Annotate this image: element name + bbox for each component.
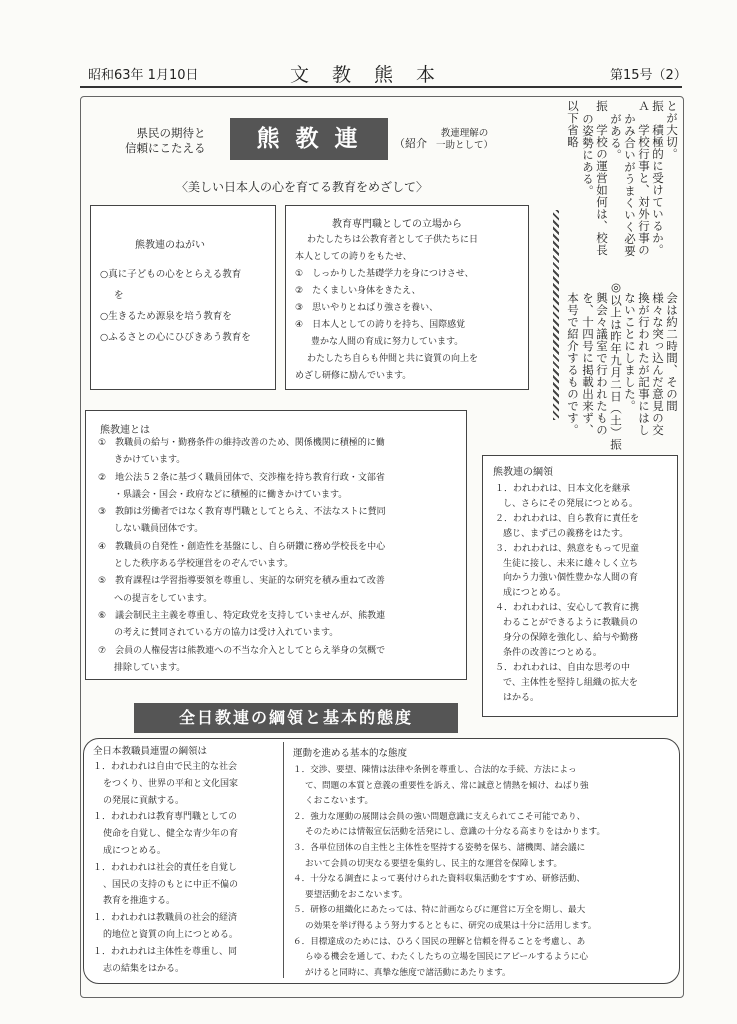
zen-right-line: の効果を挙げ得るよう努力するとともに、研究の成果は十分に活用します。 bbox=[305, 920, 597, 931]
zigzag-divider bbox=[553, 210, 559, 420]
vertical-col: ないことにしました。 bbox=[623, 292, 637, 412]
about-line: 排除しています。 bbox=[114, 662, 186, 673]
negai-line: ○真に子どもの心をとらえる教育 bbox=[100, 269, 242, 280]
koryo-line: で、主体性を堅持し組織の拡大を bbox=[503, 677, 638, 688]
koryo-line: わることができるように教職員の bbox=[503, 618, 639, 629]
senmon-line: わたしたち自らも仲間と共に資質の向上を bbox=[307, 354, 479, 364]
zen-left-line: １．われわれは主体性を尊重し、同 bbox=[93, 946, 238, 957]
negai-box bbox=[90, 205, 276, 390]
vertical-col: 以下省略 bbox=[566, 100, 580, 148]
about-line: ④ 教職員の自発性・創造性を基盤にし、自ら研鑽に務め学校長を中心 bbox=[98, 541, 386, 552]
senmon-line: ③ 思いやりとねばり強さを養い、 bbox=[295, 303, 439, 313]
senmon-body bbox=[295, 232, 478, 385]
negai-line: ○ふるさとの心にひびきあう教育を bbox=[100, 332, 251, 343]
about-line: ② 地公法５２条に基づく職員団体で、交渉権を持ち教育行政・文部省 bbox=[98, 472, 385, 483]
about-line: ・県議会・国会・政府などに積極的に働きかけています。 bbox=[114, 489, 348, 500]
negai-title: 熊教連のねがい bbox=[135, 240, 205, 251]
about-line: への提言をしています。 bbox=[114, 593, 213, 604]
zen-left-title: 全日本教職員連盟の綱領は bbox=[93, 746, 208, 757]
issue-number: 第15号（2） bbox=[610, 68, 687, 83]
about-line: とした秩序ある学校運営をのぞんでいます。 bbox=[114, 559, 294, 570]
koryo-line: ２．われわれは、自ら教育に責任を bbox=[495, 513, 640, 524]
senmon-line: わたしたちは公教育者として子供たちに日 bbox=[307, 235, 479, 245]
about-line: ⑤ 教育課程は学習指導要領を尊重し、実証的な研究を積み重ねて改善 bbox=[98, 576, 385, 587]
vertical-col: を、十四号に掲載出来ず、 bbox=[581, 292, 595, 436]
zen-right-line: て、問題の本質と意義の重要性を訴え、常に誠意と情熱を傾け、ねばり強 bbox=[305, 780, 589, 791]
zen-left-line: 使命を自覚し、健全な青少年の育 bbox=[103, 829, 239, 840]
about-line: ⑦ 会員の人権侵害は熊教連への不当な介入としてとらえ挙身の気概で bbox=[98, 645, 386, 656]
koryo-line: 成につとめる。 bbox=[503, 588, 566, 599]
vertical-col: 振 積極的に受けているか。 bbox=[651, 100, 665, 256]
intro-note-line-2: 一助として） bbox=[436, 140, 494, 151]
zen-divider bbox=[283, 742, 284, 978]
about-line: の考えに賛同されている方の協力は受け入れています。 bbox=[114, 628, 339, 639]
zen-left-line: をつくり、世界の平和と文化国家 bbox=[103, 778, 239, 789]
kumakyoren-about-box bbox=[85, 410, 467, 680]
date-label: 昭和63年 1月10日 bbox=[88, 68, 199, 83]
senmon-line: めざし研修に励んでいます。 bbox=[295, 371, 412, 381]
vertical-col: がある。 bbox=[609, 113, 623, 161]
vertical-col: 興会々議室で行われたもの bbox=[595, 292, 609, 436]
intro-note bbox=[436, 128, 493, 152]
senmon-line: ② たくましい身体をきたえ、 bbox=[295, 286, 421, 296]
vertical-col: 様々な突っ込んだ意見の交 bbox=[651, 292, 665, 436]
zen-right-line: がけると同時に、真摯な態度で諸活動にあたります。 bbox=[305, 967, 511, 978]
negai-line: ○生きるため源泉を培う教育を bbox=[100, 311, 232, 322]
koryo-line: 感じ、まず己の義務をはたす。 bbox=[503, 528, 629, 539]
senmon-line: 本人としての誇りをもたせ、 bbox=[295, 252, 412, 262]
zen-right-line: らゆる機会を通して、わたくしたちの立場を国民にアピールするように心 bbox=[305, 952, 588, 963]
koryo-line: し、さらにその発展につとめる。 bbox=[503, 498, 638, 509]
zen-left-line: １．われわれは社会的責任を自覚し bbox=[93, 862, 238, 873]
zen-left-line: 、国民の支持のもとに中正不偏の bbox=[103, 879, 239, 890]
zen-left-line: 志の結集をはかる。 bbox=[103, 963, 185, 974]
about-line: ③ 教師は労働者ではなく教育専門職としてとらえ、不法なストに賛同 bbox=[98, 507, 386, 518]
about-line: しない職員団体です。 bbox=[114, 524, 204, 535]
zen-left-line: １．われわれは教育専門職としての bbox=[93, 812, 238, 823]
negai-line: を bbox=[114, 290, 124, 301]
slogan-line-1: 県民の期待と bbox=[136, 126, 206, 140]
koryo-line: はかる。 bbox=[503, 692, 540, 703]
motto: 〈美しい日本人の心を育てる教育をめざして〉 bbox=[176, 180, 429, 194]
slogan-line-2: 信頼にこたえる bbox=[125, 141, 206, 155]
koryo-line: １．われわれは、日本文化を継承 bbox=[495, 484, 631, 494]
header-rule bbox=[80, 86, 682, 88]
vertical-col: の姿勢にある。 bbox=[581, 113, 595, 197]
vertical-col: とが大切。 bbox=[665, 100, 679, 160]
zen-right-line: ６．目標達成のためには、ひろく国民の理解と信頼を得ることを考慮し、あ bbox=[293, 936, 586, 947]
about-line: きかけています。 bbox=[114, 455, 186, 466]
vertical-col: 振 学校の運営如何は、校長 bbox=[595, 100, 609, 256]
zen-left-line: 教育を推進する。 bbox=[103, 896, 176, 907]
about-list bbox=[98, 435, 386, 677]
zen-left-line: １．われわれは教職員の社会的経済 bbox=[93, 913, 238, 924]
about-line: ① 教職員の給与・勤務条件の維持改善のため、関係機関に積極的に働 bbox=[98, 438, 385, 448]
zen-right-line: １．交渉、要望、陳情は法律や条例を尊重し、合法的な手続、方法によっ bbox=[293, 765, 577, 775]
zen-right-line: 要望活動をおこないます。 bbox=[305, 889, 408, 900]
zennikkyoren-banner: 全日教連の綱領と基本的態度 bbox=[134, 703, 458, 733]
newspaper-title: 文 教 熊 本 bbox=[290, 64, 438, 86]
koryo-line: 条件の改善につとめる。 bbox=[503, 647, 602, 658]
koryo-line: 向かう力強い個性豊かな人間の育 bbox=[503, 573, 639, 584]
koryo-box bbox=[482, 455, 678, 717]
zen-right-line: ５．研修の組織化にあたっては、特に計画ならびに運営に万全を期し、最大 bbox=[293, 905, 586, 916]
koryo-line: 生徒に接し、未来に雄々しく立ち bbox=[503, 558, 639, 569]
zen-right-list bbox=[293, 763, 605, 981]
zen-right-line: ３．各単位団体の自主性と主体性を堅持する姿勢を保ち、諸機関、諸会議に bbox=[293, 842, 586, 853]
zen-right bbox=[293, 745, 605, 981]
zen-left bbox=[93, 743, 238, 977]
senmon-box bbox=[285, 205, 529, 390]
negai-list bbox=[100, 264, 251, 348]
senmon-line: ① しっかりした基礎学力を身につけさせ、 bbox=[295, 269, 474, 279]
about-line: ⑥ 議会制民主主義を尊重し、特定政党を支持していませんが、熊教連 bbox=[98, 610, 386, 621]
vertical-col: 換が行われたが記事にはし bbox=[637, 292, 651, 436]
zen-left-line: 成につとめる。 bbox=[103, 845, 166, 856]
vertical-col: ◎以上は昨年九月二日（土）振 bbox=[609, 280, 623, 451]
slogan bbox=[125, 126, 206, 156]
about-title: 熊教連とは bbox=[100, 425, 150, 436]
intro-note-line-1: 教連理解の bbox=[440, 128, 489, 139]
zen-left-list bbox=[93, 759, 238, 977]
koryo-list bbox=[495, 482, 639, 706]
zen-right-line: くおこないます。 bbox=[305, 796, 374, 807]
vertical-col: 本号で紹介するものです。 bbox=[566, 292, 580, 436]
vertical-col: Ａ 学校行事と、対外行事の bbox=[637, 100, 651, 256]
senmon-line: ④ 日本人としての誇りを持ち、国際感覚 bbox=[295, 320, 466, 330]
vertical-col: 会は約二時間、その間 bbox=[665, 292, 679, 412]
zen-right-line: ２．強力な運動の展開は会員の強い問題意識に支えられてこそ可能であり、 bbox=[293, 811, 586, 822]
zen-right-line: おいて会員の切実なる要望を集約し、民主的な運営を保障します。 bbox=[305, 858, 563, 869]
koryo-line: 身分の保障を強化し、給与や勤務 bbox=[503, 633, 639, 644]
zen-right-line: ４．十分なる調査によって裏付けられた資料収集活動をすすめ、研修活動、 bbox=[293, 874, 585, 885]
zen-left-line: １．われわれは自由で民主的な社会 bbox=[93, 762, 238, 772]
koryo-line: ５．われわれは、自由な思考の中 bbox=[495, 662, 631, 673]
koryo-title: 熊教連の綱領 bbox=[493, 467, 553, 478]
zen-right-line: そのためには情報宣伝活動を活発にし、意識の十分なる高まりをはかります。 bbox=[305, 827, 606, 838]
zen-right-title: 運動を進める基本的な態度 bbox=[293, 748, 408, 759]
intro-paren: （紹介 bbox=[394, 137, 427, 150]
zen-left-line: の発展に貢献する。 bbox=[103, 795, 185, 806]
senmon-title: 教育専門職としての立場から bbox=[332, 219, 462, 230]
zen-left-line: 的地位と資質の向上につとめる。 bbox=[103, 929, 238, 940]
koryo-line: ３．われわれは、熱意をもって児童 bbox=[495, 543, 640, 554]
kumakyoren-banner: 熊 教 連 bbox=[230, 118, 388, 160]
senmon-line: 豊かな人間の育成に努力しています。 bbox=[311, 337, 464, 347]
vertical-col: かみ合いがうまくいく必要 bbox=[623, 113, 637, 257]
koryo-line: ４．われわれは、安心して教育に携 bbox=[495, 603, 640, 614]
